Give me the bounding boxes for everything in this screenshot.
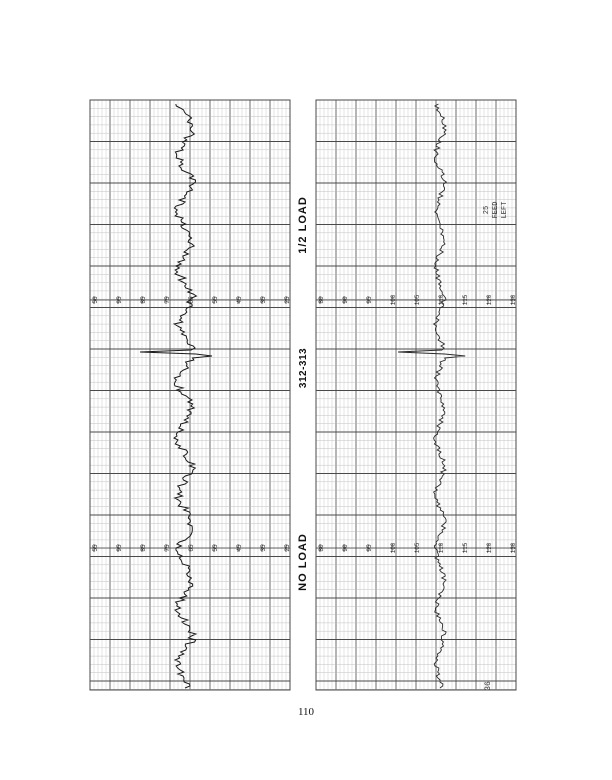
annotation-line-3: LEFT — [501, 201, 509, 219]
scale-tick-label: 56 — [92, 296, 99, 304]
scale-tick-label: 95 — [116, 296, 123, 304]
scale-tick-label: 90 — [342, 296, 349, 304]
scale-tick-label: 80 — [318, 544, 325, 552]
scale-tick-label: 65 — [188, 296, 195, 304]
scale-tick-label: 55 — [212, 544, 219, 552]
scale-tick-label: 45 — [236, 544, 243, 552]
annotation-line-1: 25 — [483, 205, 491, 215]
scale-tick-label: 130 — [510, 294, 517, 306]
scale-tick-label: 80 — [318, 296, 325, 304]
scale-tick-label: 110 — [438, 542, 445, 554]
scale-tick-label: 75 — [164, 296, 171, 304]
scale-tick-label: 130 — [510, 542, 517, 554]
scale-tick-label: 100 — [390, 294, 397, 306]
scale-tick-label: 115 — [462, 542, 469, 554]
scale-tick-label: 85 — [140, 296, 147, 304]
scale-tick-label: 35 — [260, 296, 267, 304]
scale-tick-label: 75 — [164, 544, 171, 552]
scale-tick-label: 105 — [414, 542, 421, 554]
scale-tick-label: 105 — [414, 294, 421, 306]
scale-tick-label: 120 — [486, 294, 493, 306]
scale-tick-label: 55 — [212, 296, 219, 304]
scale-tick-label: 115 — [462, 294, 469, 306]
scale-tick-label: 120 — [486, 542, 493, 554]
scale-tick-label: 85 — [140, 544, 147, 552]
scale-tick-label: 95 — [366, 296, 373, 304]
test-id-label: 312-313 — [298, 347, 309, 389]
left-strip-scale-bottom — [90, 544, 291, 552]
scale-tick-label: 90 — [342, 544, 349, 552]
scale-tick-label: 100 — [390, 542, 397, 554]
scale-tick-label: 25 — [284, 296, 291, 304]
scale-tick-label: 25 — [284, 544, 291, 552]
scale-tick-label: 95 — [116, 544, 123, 552]
scale-tick-label: 45 — [236, 296, 243, 304]
scale-tick-label: 55 — [92, 544, 99, 552]
annotation-line-2: FEED — [492, 201, 500, 219]
half-load-label: 1/2 LOAD — [297, 196, 309, 254]
scale-tick-label: 65 — [188, 544, 195, 552]
scale-tick-label: 35 — [260, 544, 267, 552]
scale-tick-label: 110 — [438, 294, 445, 306]
no-load-label: NO LOAD — [297, 533, 309, 591]
right-strip-bottom-mark: 36 — [484, 681, 493, 691]
scale-tick-label: 95 — [366, 544, 373, 552]
page-number: 110 — [297, 706, 315, 718]
